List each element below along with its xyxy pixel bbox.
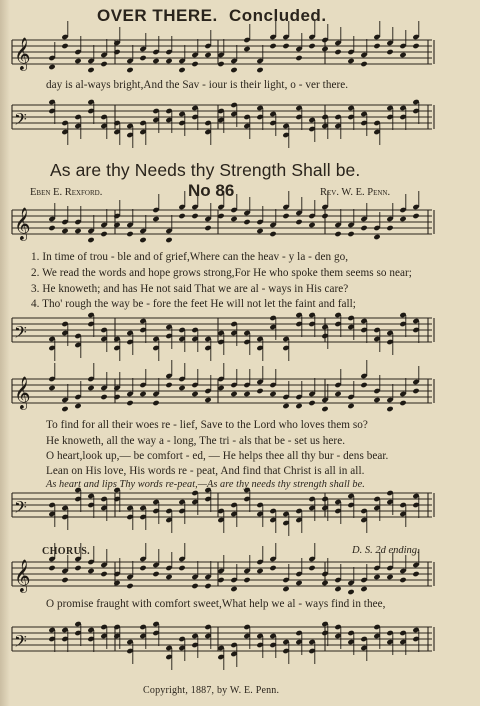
note-head	[139, 55, 146, 61]
note-head	[113, 394, 120, 400]
note-head	[204, 52, 211, 58]
note-head	[204, 397, 211, 403]
note-head	[191, 61, 198, 67]
note-head	[191, 583, 198, 589]
note-head	[126, 400, 133, 406]
copyright-line: Copyright, 1887, by W. E. Penn.	[143, 685, 280, 696]
note-head	[74, 565, 81, 571]
treble-clef-icon: 𝄞	[14, 376, 31, 409]
note-head	[360, 225, 367, 231]
treble-clef-icon: 𝄞	[14, 207, 31, 240]
note-head	[230, 216, 237, 222]
song-subtitle: Concluded.	[228, 6, 327, 25]
note-head	[269, 565, 276, 571]
treble-clef-icon: 𝄞	[14, 37, 31, 70]
note-head	[204, 225, 211, 231]
note-head	[152, 58, 159, 64]
note-head	[256, 67, 263, 73]
note-head	[282, 586, 289, 592]
note-head	[87, 237, 94, 243]
note-head	[178, 213, 185, 219]
verse-3-line-a: 3. He knoweth; and has He not said That we are al - ways in His care?	[31, 283, 349, 295]
note-head	[87, 568, 94, 574]
note-head	[269, 391, 276, 397]
note-head	[61, 406, 68, 412]
note-head	[139, 391, 146, 397]
author-right: Rev. W. E. Penn.	[320, 187, 391, 198]
note-head	[360, 61, 367, 67]
note-heads	[48, 34, 419, 660]
note-head	[360, 382, 367, 388]
note-head	[321, 213, 328, 219]
note-head	[165, 237, 172, 243]
note-head	[334, 231, 341, 237]
note-head	[399, 577, 406, 583]
note-head	[386, 574, 393, 580]
verse-4-line-a: 4. Tho' rough the way be - fore the feet He will not let the faint and fall;	[31, 298, 356, 310]
treble-clef-icon: 𝄞	[14, 559, 31, 592]
note-head	[74, 58, 81, 64]
clefs	[14, 37, 31, 655]
note-head	[100, 571, 107, 577]
note-head	[74, 228, 81, 234]
note-head	[256, 388, 263, 394]
note-head	[243, 46, 250, 52]
bass-clef-icon: 𝄢	[14, 497, 27, 521]
note-head	[165, 382, 172, 388]
verse-3-line-b: O heart,look up,— be comfort - ed, — He helps thee all thy bur - dens bear.	[46, 450, 389, 462]
verse-2-line-a: 2. We read the words and hope grows strong,For He who spoke them seems so near;	[31, 267, 412, 279]
note-head	[373, 397, 380, 403]
note-head	[347, 231, 354, 237]
note-head	[386, 49, 393, 55]
note-head	[373, 234, 380, 240]
note-head	[282, 403, 289, 409]
verse-4-line-b: Lean on His love, His words re - peat, And find that Christ is all in all.	[46, 465, 365, 477]
note-head	[230, 67, 237, 73]
bass-clef-icon: 𝄢	[14, 322, 27, 346]
note-head	[48, 385, 55, 391]
note-head	[191, 391, 198, 397]
note-head	[295, 580, 302, 586]
note-head	[61, 43, 68, 49]
note-head	[113, 49, 120, 55]
chorus-lyric-line: O promise fraught with comfort sweet,What help we al - ways find in thee,	[46, 598, 386, 610]
note-head	[230, 586, 237, 592]
note-head	[152, 400, 159, 406]
note-head	[87, 385, 94, 391]
note-head	[191, 213, 198, 219]
note-head	[308, 222, 315, 228]
note-head	[412, 43, 419, 49]
note-head	[165, 58, 172, 64]
bass-clef-icon: 𝄢	[14, 109, 27, 133]
note-head	[230, 391, 237, 397]
note-head	[399, 400, 406, 406]
bass-clef-icon: 𝄢	[14, 631, 27, 655]
note-head	[178, 67, 185, 73]
note-head	[334, 586, 341, 592]
note-stems	[55, 21, 419, 670]
author-left: Eben E. Rexford.	[30, 187, 103, 198]
note-head	[347, 589, 354, 595]
note-head	[48, 565, 55, 571]
note-head	[373, 43, 380, 49]
note-head	[347, 403, 354, 409]
note-head	[321, 46, 328, 52]
note-head	[373, 574, 380, 580]
note-head	[321, 406, 328, 412]
note-head	[113, 222, 120, 228]
note-head	[165, 574, 172, 580]
note-head	[386, 225, 393, 231]
note-head	[308, 43, 315, 49]
note-head	[74, 403, 81, 409]
note-head	[113, 580, 120, 586]
verse-2-line-b: He knoweth, all the way a - long, The tri - als that be - set us here.	[46, 435, 346, 447]
hymn-title: As are thy Needs thy Strength Shall be.	[50, 160, 361, 180]
note-head	[126, 583, 133, 589]
concluded-lyric-line: day is al-ways bright,And the Sav - iour is their light, o - ver there.	[46, 79, 349, 91]
note-head	[347, 58, 354, 64]
note-head	[282, 213, 289, 219]
note-head	[295, 55, 302, 61]
note-head	[295, 403, 302, 409]
note-head	[399, 216, 406, 222]
note-head	[386, 406, 393, 412]
note-head	[100, 394, 107, 400]
note-head	[100, 231, 107, 237]
note-head	[48, 64, 55, 70]
note-head	[256, 228, 263, 234]
note-head	[139, 237, 146, 243]
note-head	[308, 400, 315, 406]
note-head	[269, 43, 276, 49]
note-head	[256, 568, 263, 574]
note-head	[61, 228, 68, 234]
note-head	[282, 43, 289, 49]
note-head	[126, 67, 133, 73]
note-head	[48, 225, 55, 231]
note-head	[178, 565, 185, 571]
note-head	[412, 571, 419, 577]
note-head	[243, 577, 250, 583]
note-head	[412, 213, 419, 219]
note-head	[204, 583, 211, 589]
note-head	[334, 391, 341, 397]
note-head	[152, 216, 159, 222]
refrain-italic-line: As heart and lips Thy words re-peat,—As are thy needs thy strength shall be.	[46, 479, 365, 490]
note-head	[126, 231, 133, 237]
note-head	[243, 391, 250, 397]
note-head	[412, 388, 419, 394]
note-head	[308, 565, 315, 571]
song-title: OVER THERE.	[97, 6, 218, 25]
note-head	[100, 61, 107, 67]
note-head	[61, 577, 68, 583]
verse-1-line-b: To find for all their woes re - lief, Save to the Lord who loves them so?	[46, 419, 368, 431]
note-head	[178, 385, 185, 391]
note-head	[321, 580, 328, 586]
note-head	[139, 565, 146, 571]
note-head	[295, 219, 302, 225]
ds-label: D. S. 2d ending.	[352, 545, 420, 556]
note-head	[399, 52, 406, 58]
hymn-number: No 86	[188, 181, 235, 200]
chorus-label: CHORUS.	[42, 546, 91, 557]
verse-1-line-a: 1. In time of trou - ble and of grief,Where can the heav - y la - den go,	[31, 251, 349, 263]
note-head	[243, 219, 250, 225]
note-head	[87, 67, 94, 73]
note-head	[334, 49, 341, 55]
note-head	[152, 571, 159, 577]
note-head	[360, 586, 367, 592]
note-head	[269, 231, 276, 237]
